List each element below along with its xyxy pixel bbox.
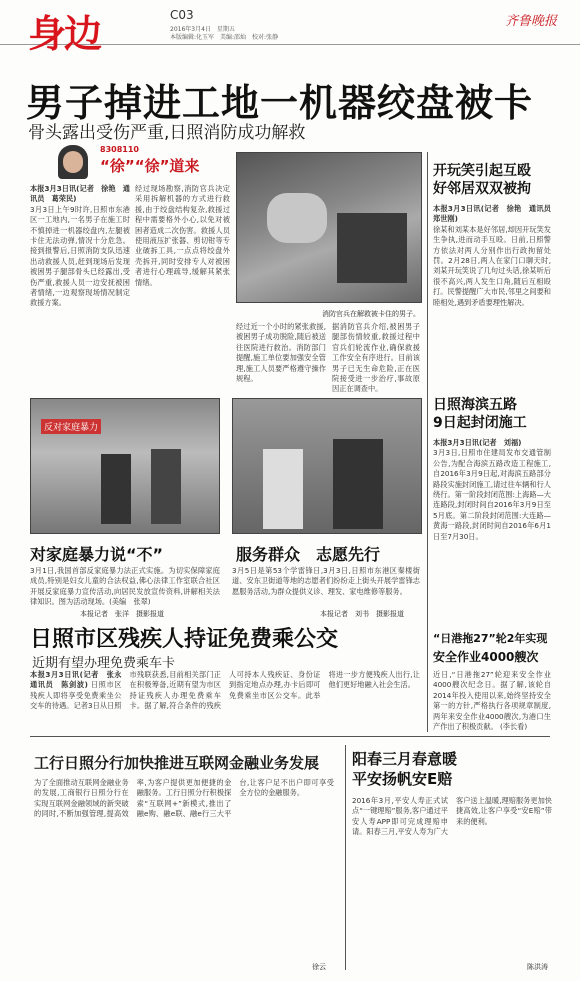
volunteer-photo xyxy=(232,398,422,534)
lead-photo-caption: 消防官兵在解救被卡住的男子。 xyxy=(322,310,420,318)
lead-body-2: 经过现场勘察,消防官兵决定采用拆解机器的方式进行救援,由于绞盘结构复杂,救援过程中需要格外小心,以免对被困者造成二次伤害。救援人员使用液压扩张器、剪切钳等专业破拆工具,一点点将绞盘外壳拆开,同时安排专人对被困者进行心理疏导,缓解其紧张情绪。 xyxy=(135,184,230,287)
story2-title-1: 日照海滨五路 xyxy=(433,397,517,413)
lead-subhead: 骨头露出受伤严重,日照消防成功解救 xyxy=(28,123,306,143)
editor-credits: 本版编辑:化玉军 美编:邵灿 校对:张静 xyxy=(170,34,279,41)
lead-body-3: 经过近一个小时的紧张救援,被困男子成功脱险,随后被送往医院进行救治。消防部门提醒,施工单位要加强安全管理,施工人员要严格遵守操作规程。 xyxy=(236,322,326,384)
section-logo: 身边 xyxy=(28,12,101,56)
column-divider xyxy=(427,152,428,732)
story1-byline: 本报3月3日讯(记者 徐艳 通讯员 郑世刚) xyxy=(433,204,559,224)
disability-headline: 日照市区残疾人持证免费乘公交 xyxy=(30,627,339,652)
story3-text: 近日,“日港拖27”轮迎来安全作业4000艘次纪念日。据了解,该轮自2014年投入使用以来,始终坚持安全第一的方针,严格执行各项规章制度,两年来安全作业4000艘次,为港口生产作出了积极贡献。 xyxy=(433,670,551,732)
disability-text: 日照市区残疾人即将享受免费乘坐公交车的待遇。记者3日从日照市残联获悉,目前相关部门正在积极筹备,近期有望为市区持证残疾人办理免费乘车卡。据了解,符合条件的残疾人可持本人残疾证、身份证到指定地点办理,办卡后即可免费乘坐市区公交车。此举将进一步方便残疾人出行,让他们更好地融入社会生活。 xyxy=(30,670,420,711)
lead-body-1: 3月3日上午9时许,日照市东港区一工地内,一名男子在施工时不慎掉进一机器绞盘内,左腿被卡住无法动弹,情况十分危急。接到报警后,日照消防支队迅速出动救援人员,赶到现场后发现被困男子腿部骨头已经露出,受伤严重,救援人员一边安抚被困者情绪,一边观察现场情况制定救援方案。 xyxy=(30,204,130,308)
photo-person-1 xyxy=(101,454,131,524)
story2-byline: 本报3月3日讯(记者 刘福) xyxy=(433,438,522,447)
masthead xyxy=(0,0,580,56)
domestic-violence-caption: 3月1日,我国首部反家庭暴力法正式实施。为切实保障家庭成员,特别是妇女儿童的合法权益,佛心法律工作室联合社区开展反家庭暴力宣传活动,向居民发放宣传资料,讲解相关法律知识。图为活动现场。(美编 张翠) xyxy=(30,566,220,607)
hotline-number: 8308110 xyxy=(100,145,139,154)
photo-resident xyxy=(333,439,383,529)
domestic-violence-credit: 本报记者 张洋 摄影报道 xyxy=(80,610,164,618)
hotline-promo xyxy=(30,141,230,179)
photo-volunteer xyxy=(263,449,303,529)
story3-title-1: “日港拖27”轮2年实现 xyxy=(433,632,548,645)
story1-title-1: 开玩笑引起互殴 xyxy=(433,163,531,179)
lead-column-1 xyxy=(30,184,130,392)
story3-title-2: 安全作业4000艘次 xyxy=(433,650,539,664)
disability-byline: 本报3月3日讯(记者 张永 通讯员 陈剑波) xyxy=(30,670,129,690)
story3-author: (李长看) xyxy=(500,722,528,732)
lead-byline: 本报3月3日讯(记者 徐艳 通讯员 葛荣民) xyxy=(30,184,130,204)
yangchun-headline-2: 平安扬帆安E赔 xyxy=(352,770,453,788)
issue-date: 2016年3月4日 星期五 xyxy=(170,26,235,33)
bank-headline: 工行日照分行加快推进互联网金融业务发展 xyxy=(34,754,320,772)
yangchun-body: 2016年3月,平安人寿正式试点“一键理赔”服务,客户通过平安人寿APP即可完成理赔申请。阳春三月,平安人寿为广大客户送上温暖,理赔服务更加快捷高效,让客户享受“安E赔”带来的便利。 xyxy=(352,796,552,837)
portrait-face xyxy=(63,151,83,173)
story3-body xyxy=(433,670,551,732)
column-divider-bottom xyxy=(345,745,346,970)
lead-body-4: 据消防官兵介绍,被困男子腿部伤情较重,救援过程中官兵们轮流作业,确保救援工作安全有序进行。目前该男子已无生命危险,正在医院接受进一步治疗,事故原因正在调查中。 xyxy=(332,322,420,394)
lead-photo xyxy=(236,152,422,303)
yangchun-author: 陈洪涛 xyxy=(527,963,548,971)
lead-column-3 xyxy=(236,322,326,392)
photo-firefighter-helmet xyxy=(267,193,327,243)
banner-sign: 反对家庭暴力 xyxy=(41,419,101,434)
bank-author: 徐云 xyxy=(312,963,326,971)
volunteer-credit: 本报记者 刘书 摄影报道 xyxy=(320,610,404,618)
photo-person-2 xyxy=(151,449,181,524)
hotline-label: “徐”“徐”道来 xyxy=(100,157,200,175)
newspaper-name: 齐鲁晚报 xyxy=(505,14,558,29)
story2-body xyxy=(433,438,551,614)
volunteer-caption: 3月5日是第53个学雷锋日,3月3日,日照市东港区秦楼街道、安东卫街道等地的志愿者们纷纷走上街头开展学雷锋志愿服务活动,为群众提供义诊、理发、家电维修等服务。 xyxy=(232,566,420,596)
page-number: C03 xyxy=(170,8,194,22)
section-divider xyxy=(30,736,550,737)
disability-subhead: 近期有望办理免费乘车卡 xyxy=(32,656,176,671)
story1-text: 徐某和刘某本是好邻居,却因开玩笑发生争执,进而动手互殴。日前,日照警方依法对两人分别作出行政拘留处罚。2月28日,两人在家门口聊天时,刘某开玩笑说了几句过头话,徐某听后很不高兴,两人发生口角,随后互相殴打。民警提醒广大市民,邻里之间要和睦相处,遇到矛盾要理性解决。 xyxy=(433,224,551,307)
volunteer-title: 服务群众 志愿先行 xyxy=(236,545,381,564)
disability-body xyxy=(30,670,420,730)
story1-body xyxy=(433,204,559,374)
domestic-violence-photo xyxy=(30,398,220,534)
story1-title-2: 好邻居双双被拘 xyxy=(433,181,531,197)
lead-column-2 xyxy=(135,184,230,392)
domestic-violence-title: 对家庭暴力说“不” xyxy=(30,545,164,564)
bank-body: 为了全面推动互联网金融业务的发展,工商银行日照分行在实现互联网金融领域的新突破的同时,不断加强管理,提高效率,为客户提供更加便捷的金融服务。工行日照分行积极探索“互联网+”新模式,推出了融e购、融e联、融e行三大平台,让客户足不出户即可享受全方位的金融服务。 xyxy=(34,778,334,819)
story2-title-2: 9日起封闭施工 xyxy=(433,415,527,431)
photo-machine xyxy=(337,213,407,283)
story2-text: 3月3日,日照市住建局发布交通管制公告,为配合海滨五路改造工程施工,自2016年3月9日起,对海滨五路部分路段实施封闭施工,请过往车辆和行人绕行。第一阶段封闭范围:上海路—大连路段,封闭时间自2016年3月9日至5月底。第二阶段封闭范围:大连路—黄海一路段,封闭时间自2016年6月1日至7月30日。 xyxy=(433,448,551,541)
lead-column-4 xyxy=(332,322,420,392)
yangchun-headline-1: 阳春三月春意暖 xyxy=(352,750,458,768)
lead-headline: 男子掉进工地一机器绞盘被卡 xyxy=(26,81,534,125)
